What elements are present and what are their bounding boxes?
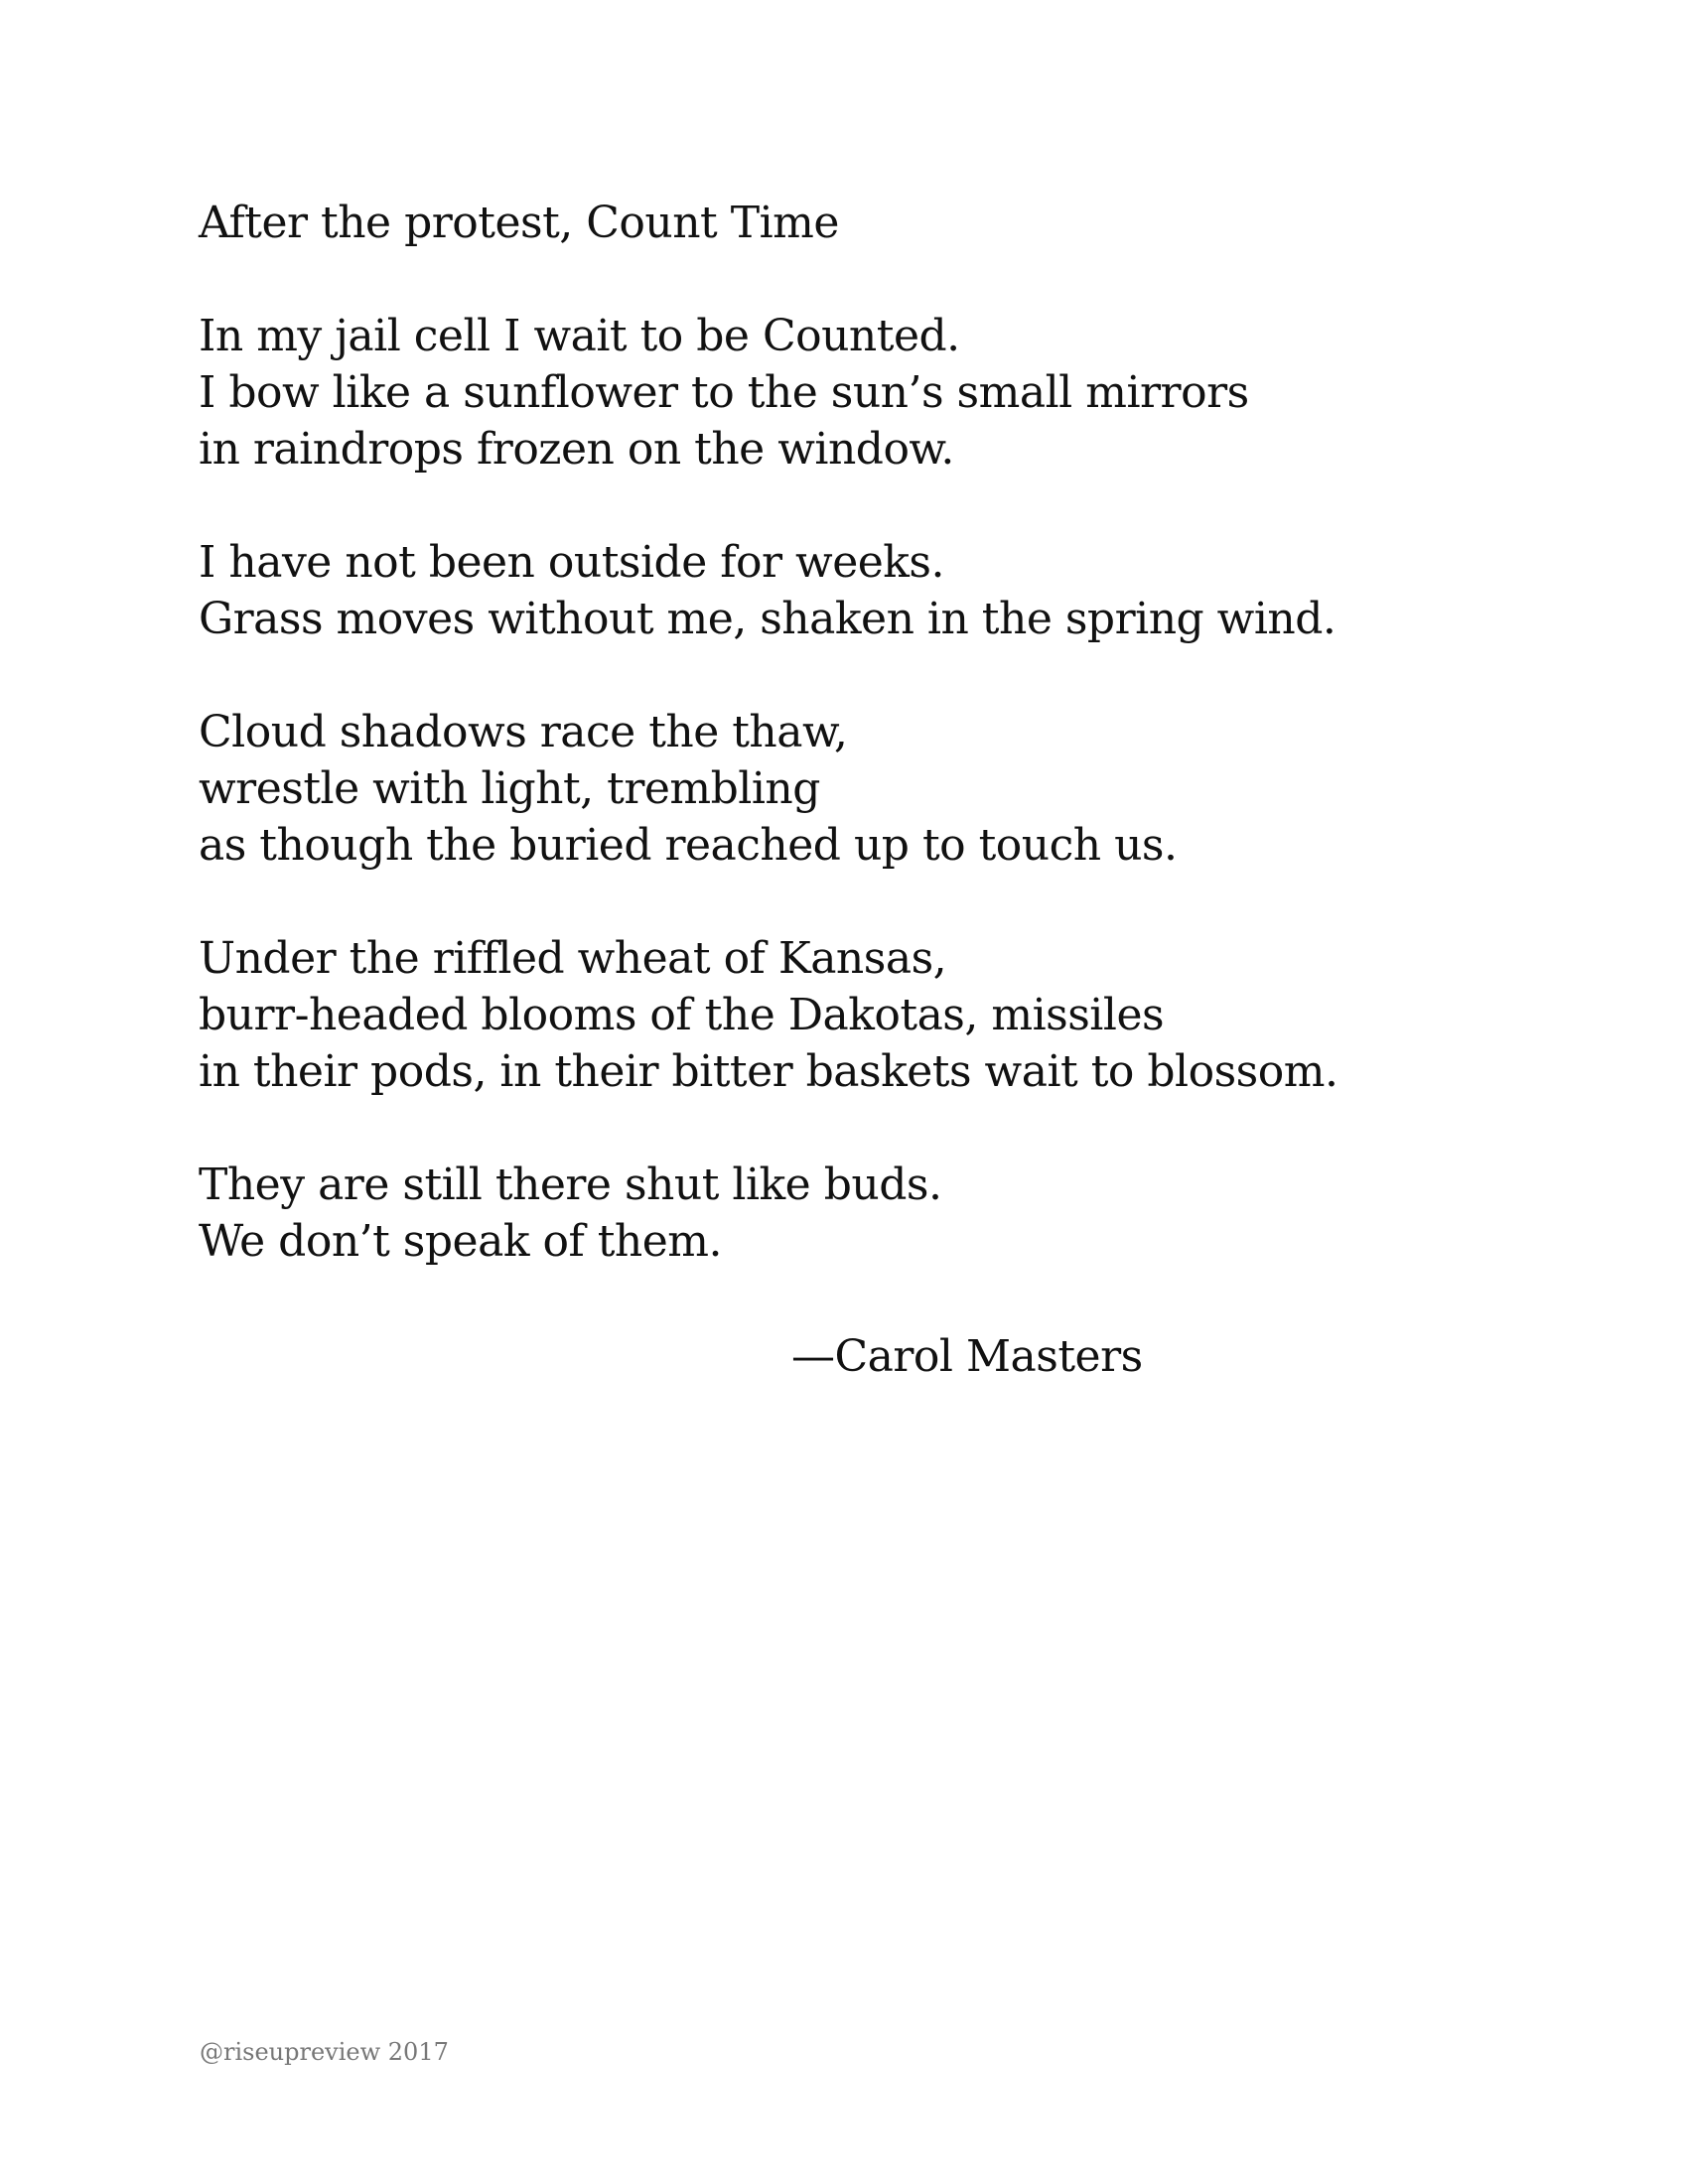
poem-line: Cloud shadows race the thaw,: [199, 707, 848, 757]
stanza-4: [199, 930, 1489, 1100]
copyright-footer: @riseupreview 2017: [200, 2038, 449, 2066]
poem-line: Grass moves without me, shaken in the spring wind.: [199, 594, 1336, 644]
poem-line: in their pods, in their bitter baskets wait to blossom.: [199, 1046, 1338, 1097]
stanza-1: [199, 308, 1489, 478]
poem-line: Under the riffled wheat of Kansas,: [199, 933, 947, 984]
poem-line: In my jail cell I wait to be Counted.: [199, 311, 960, 361]
poem-line: We don’t speak of them.: [199, 1216, 723, 1267]
poem-line: burr-headed blooms of the Dakotas, missiles: [199, 990, 1165, 1040]
stanza-5: [199, 1157, 1489, 1270]
poem-line: in raindrops frozen on the window.: [199, 424, 954, 475]
poem-author: —Carol Masters: [791, 1331, 1143, 1382]
poem: [199, 195, 1489, 1326]
poem-line: I have not been outside for weeks.: [199, 537, 945, 588]
poem-line: wrestle with light, trembling: [199, 763, 820, 814]
poem-title: After the protest, Count Time: [199, 198, 839, 248]
poem-line: They are still there shut like buds.: [199, 1160, 942, 1210]
poem-line: as though the buried reached up to touch us.: [199, 820, 1178, 871]
stanza-2: [199, 534, 1489, 647]
stanza-3: [199, 704, 1489, 874]
poem-line: I bow like a sunflower to the sun’s small mirrors: [199, 367, 1249, 418]
